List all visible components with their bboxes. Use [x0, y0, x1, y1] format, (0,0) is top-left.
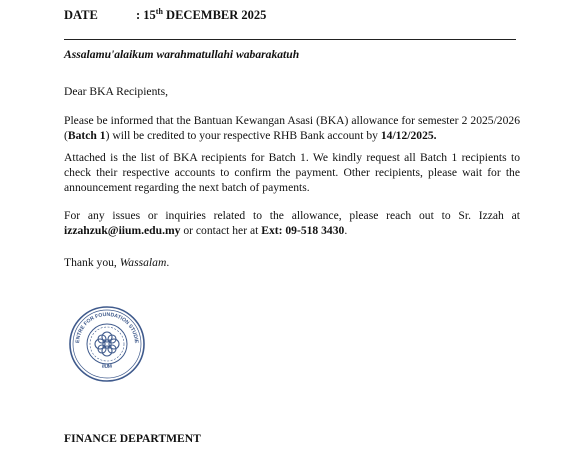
greeting: Dear BKA Recipients,: [64, 85, 168, 98]
svg-text:IIUM: [101, 364, 112, 371]
date-row: [64, 7, 266, 23]
paragraph-allowance-notice: Please be informed that the Bantuan Kewangan Asasi (BKA) allowance for semester 2 2025/2026 (Batch 1) will be credited to your respective RHB Bank account by 14/12/2025.: [64, 114, 520, 142]
closing-line: Thank you, Wassalam.: [64, 256, 170, 269]
contact-email[interactable]: izzahzuk@iium.edu.my: [64, 224, 181, 237]
credit-date: 14/12/2025.: [380, 129, 437, 142]
date-label: DATE: [64, 8, 98, 23]
batch-label: Batch 1: [67, 129, 106, 142]
wassalam: Wassalam: [119, 256, 167, 269]
date-value: : 15th DECEMBER 2025: [136, 7, 267, 23]
header-divider: [64, 39, 516, 40]
official-seal-stamp: [67, 304, 147, 384]
paragraph-recipient-list: Attached is the list of BKA recipients for Batch 1. We kindly request all Batch 1 recipients to check their respective accounts to confirm the payment. Other recipients, please wait for the announcement regarding the next batch of payments.: [64, 151, 520, 194]
signatory-department: FINANCE DEPARTMENT: [64, 432, 201, 445]
seal-ring-text: ENTRE FOR FOUNDATION STUDIE: [74, 311, 140, 344]
paragraph-contact: For any issues or inquiries related to the allowance, please reach out to Sr. Izzah at izzahzuk@iium.edu.my or contact her at Ext: 09-518 3430.: [64, 209, 520, 237]
contact-phone: Ext: 09-518 3430: [261, 224, 345, 237]
islamic-salutation: Assalamu'alaikum warahmatullahi wabarakatuh: [64, 48, 300, 61]
seal-bottom-text: IIUM: [101, 363, 113, 371]
